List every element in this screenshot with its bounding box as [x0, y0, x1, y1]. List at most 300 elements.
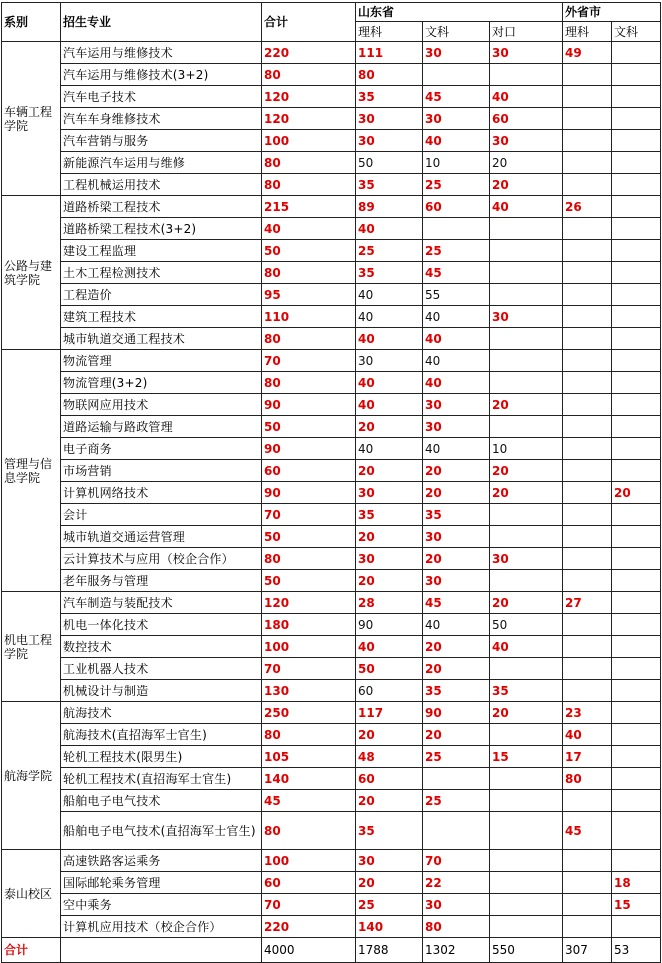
quota-cell: 23	[563, 702, 612, 724]
quota-cell: 50	[262, 526, 356, 548]
quota-cell: 80	[423, 916, 490, 938]
quota-cell: 17	[563, 746, 612, 768]
quota-cell	[612, 548, 661, 570]
quota-cell: 30	[490, 42, 563, 64]
quota-cell: 90	[262, 394, 356, 416]
major-name: 轮机工程技术(直招海军士官生)	[61, 768, 262, 790]
quota-cell	[490, 372, 563, 394]
totals-value: 4000	[262, 938, 356, 963]
quota-cell: 28	[356, 592, 423, 614]
table-row	[2, 658, 661, 680]
quota-cell: 50	[356, 152, 423, 174]
quota-cell	[612, 460, 661, 482]
table-row	[2, 108, 661, 130]
quota-cell: 30	[423, 416, 490, 438]
quota-cell: 30	[356, 548, 423, 570]
quota-cell	[563, 240, 612, 262]
major-name: 土木工程检测技术	[61, 262, 262, 284]
quota-cell: 50	[490, 614, 563, 636]
major-name: 物流管理	[61, 350, 262, 372]
totals-value: 307	[563, 938, 612, 963]
quota-cell	[612, 372, 661, 394]
table-row	[2, 812, 661, 850]
quota-cell	[563, 262, 612, 284]
quota-cell	[490, 894, 563, 916]
quota-cell: 40	[356, 328, 423, 350]
header-shandong-like: 理科	[356, 22, 423, 42]
quota-cell: 30	[356, 350, 423, 372]
table-row	[2, 526, 661, 548]
major-name: 道路桥梁工程技术(3+2)	[61, 218, 262, 240]
table-row	[2, 570, 661, 592]
quota-cell: 60	[356, 768, 423, 790]
quota-cell: 27	[563, 592, 612, 614]
table-row	[2, 636, 661, 658]
quota-cell: 40	[356, 372, 423, 394]
table-row	[2, 328, 661, 350]
quota-cell: 25	[423, 746, 490, 768]
totals-blank	[61, 938, 262, 963]
quota-cell: 60	[423, 196, 490, 218]
quota-cell	[490, 218, 563, 240]
major-name: 机械设计与制造	[61, 680, 262, 702]
quota-cell: 35	[356, 86, 423, 108]
quota-cell	[490, 262, 563, 284]
quota-cell	[490, 658, 563, 680]
quota-cell: 80	[563, 768, 612, 790]
header-major: 招生专业	[61, 3, 262, 42]
quota-cell	[490, 350, 563, 372]
quota-cell: 30	[423, 108, 490, 130]
quota-cell: 80	[262, 724, 356, 746]
quota-cell: 15	[612, 894, 661, 916]
major-name: 数控技术	[61, 636, 262, 658]
quota-cell	[612, 350, 661, 372]
quota-cell: 10	[423, 152, 490, 174]
quota-cell	[490, 570, 563, 592]
quota-cell: 20	[423, 724, 490, 746]
quota-cell	[563, 482, 612, 504]
major-name: 会计	[61, 504, 262, 526]
department-name: 机电工程学院	[2, 592, 61, 702]
quota-cell	[563, 894, 612, 916]
quota-cell	[612, 416, 661, 438]
major-name: 汽车营销与服务	[61, 130, 262, 152]
department-name: 管理与信息学院	[2, 350, 61, 592]
header-other-provinces: 外省市	[563, 3, 661, 22]
quota-cell	[612, 108, 661, 130]
quota-cell: 90	[356, 614, 423, 636]
quota-cell: 40	[423, 350, 490, 372]
quota-cell: 20	[356, 460, 423, 482]
quota-cell: 30	[356, 108, 423, 130]
quota-cell: 30	[490, 306, 563, 328]
quota-cell: 35	[423, 680, 490, 702]
major-name: 电子商务	[61, 438, 262, 460]
quota-cell: 40	[423, 438, 490, 460]
major-name: 汽车运用与维修技术	[61, 42, 262, 64]
quota-cell: 10	[490, 438, 563, 460]
quota-cell	[612, 42, 661, 64]
table-row	[2, 702, 661, 724]
quota-cell	[563, 306, 612, 328]
quota-cell: 30	[423, 394, 490, 416]
table-row	[2, 790, 661, 812]
quota-cell: 110	[262, 306, 356, 328]
quota-cell	[563, 570, 612, 592]
quota-cell: 25	[423, 240, 490, 262]
quota-cell	[563, 152, 612, 174]
header-shandong: 山东省	[356, 3, 563, 22]
quota-cell: 35	[356, 174, 423, 196]
quota-cell: 89	[356, 196, 423, 218]
quota-cell: 80	[262, 64, 356, 86]
quota-cell: 40	[423, 328, 490, 350]
table-row	[2, 416, 661, 438]
quota-cell	[612, 850, 661, 872]
totals-value: 550	[490, 938, 563, 963]
table-row	[2, 174, 661, 196]
table-row	[2, 196, 661, 218]
table-row	[2, 284, 661, 306]
quota-cell: 70	[262, 504, 356, 526]
quota-cell: 80	[262, 812, 356, 850]
totals-value: 53	[612, 938, 661, 963]
quota-cell: 30	[423, 526, 490, 548]
quota-cell: 120	[262, 592, 356, 614]
quota-cell	[563, 636, 612, 658]
quota-cell	[490, 916, 563, 938]
quota-cell: 20	[423, 548, 490, 570]
quota-cell: 60	[262, 460, 356, 482]
quota-cell: 30	[356, 850, 423, 872]
quota-cell	[563, 328, 612, 350]
quota-cell: 20	[423, 636, 490, 658]
major-name: 汽车制造与装配技术	[61, 592, 262, 614]
quota-cell: 20	[490, 482, 563, 504]
quota-cell	[612, 240, 661, 262]
quota-cell: 140	[262, 768, 356, 790]
enrollment-table	[1, 2, 661, 963]
quota-cell	[490, 872, 563, 894]
quota-cell	[612, 86, 661, 108]
quota-cell	[563, 614, 612, 636]
quota-cell	[490, 526, 563, 548]
quota-cell	[490, 240, 563, 262]
quota-cell: 40	[423, 614, 490, 636]
quota-cell: 100	[262, 130, 356, 152]
quota-cell	[563, 86, 612, 108]
quota-cell	[563, 284, 612, 306]
quota-cell	[490, 850, 563, 872]
quota-cell	[563, 526, 612, 548]
quota-cell	[423, 768, 490, 790]
quota-cell: 120	[262, 86, 356, 108]
quota-cell: 25	[423, 790, 490, 812]
quota-cell: 50	[262, 570, 356, 592]
table-row	[2, 916, 661, 938]
quota-cell: 35	[423, 504, 490, 526]
quota-cell	[612, 196, 661, 218]
quota-cell	[612, 790, 661, 812]
quota-cell: 20	[423, 460, 490, 482]
table-row	[2, 894, 661, 916]
header-total: 合计	[262, 3, 356, 42]
quota-cell: 50	[356, 658, 423, 680]
major-name: 道路桥梁工程技术	[61, 196, 262, 218]
quota-cell	[612, 504, 661, 526]
quota-cell	[612, 812, 661, 850]
quota-cell: 180	[262, 614, 356, 636]
totals-value: 1788	[356, 938, 423, 963]
quota-cell: 40	[423, 130, 490, 152]
major-name: 航海技术(直招海军士官生)	[61, 724, 262, 746]
major-name: 轮机工程技术(限男生)	[61, 746, 262, 768]
quota-cell: 40	[356, 306, 423, 328]
department-name: 公路与建筑学院	[2, 196, 61, 350]
quota-cell	[490, 504, 563, 526]
quota-cell: 30	[356, 482, 423, 504]
quota-cell: 90	[262, 482, 356, 504]
table-row	[2, 262, 661, 284]
table-row	[2, 724, 661, 746]
quota-cell: 30	[423, 894, 490, 916]
quota-cell: 70	[262, 658, 356, 680]
quota-cell: 70	[262, 350, 356, 372]
major-name: 市场营销	[61, 460, 262, 482]
quota-cell	[490, 812, 563, 850]
quota-cell: 105	[262, 746, 356, 768]
quota-cell	[612, 262, 661, 284]
quota-cell: 25	[356, 240, 423, 262]
quota-cell: 35	[356, 504, 423, 526]
quota-cell: 80	[356, 64, 423, 86]
table-row	[2, 218, 661, 240]
quota-cell: 40	[356, 218, 423, 240]
quota-cell: 60	[490, 108, 563, 130]
quota-cell	[490, 64, 563, 86]
quota-cell: 40	[490, 196, 563, 218]
quota-cell: 80	[262, 262, 356, 284]
totals-label: 合计	[2, 938, 61, 963]
header-other-wenke: 文科	[612, 22, 661, 42]
quota-cell: 90	[423, 702, 490, 724]
quota-cell: 220	[262, 42, 356, 64]
table-row	[2, 372, 661, 394]
major-name: 城市轨道交通运营管理	[61, 526, 262, 548]
table-row	[2, 872, 661, 894]
quota-cell: 45	[423, 262, 490, 284]
quota-cell: 70	[262, 894, 356, 916]
major-name: 汽车运用与维修技术(3+2)	[61, 64, 262, 86]
quota-cell	[490, 724, 563, 746]
quota-cell	[563, 350, 612, 372]
quota-cell	[612, 702, 661, 724]
quota-cell: 30	[423, 570, 490, 592]
quota-cell	[490, 790, 563, 812]
major-name: 老年服务与管理	[61, 570, 262, 592]
quota-cell	[490, 328, 563, 350]
table-row	[2, 548, 661, 570]
quota-cell: 30	[490, 130, 563, 152]
quota-cell	[612, 614, 661, 636]
table-row	[2, 394, 661, 416]
quota-cell	[563, 460, 612, 482]
major-name: 机电一体化技术	[61, 614, 262, 636]
quota-cell	[563, 174, 612, 196]
quota-cell	[563, 130, 612, 152]
quota-cell: 25	[423, 174, 490, 196]
header-shandong-duikou: 对口	[490, 22, 563, 42]
quota-cell	[612, 724, 661, 746]
major-name: 物流管理(3+2)	[61, 372, 262, 394]
quota-cell	[612, 218, 661, 240]
table-row	[2, 240, 661, 262]
quota-cell: 20	[490, 152, 563, 174]
quota-cell: 45	[563, 812, 612, 850]
table-row	[2, 306, 661, 328]
quota-cell	[490, 284, 563, 306]
quota-cell: 35	[490, 680, 563, 702]
quota-cell	[563, 504, 612, 526]
quota-cell	[612, 438, 661, 460]
quota-cell	[563, 372, 612, 394]
quota-cell	[563, 218, 612, 240]
quota-cell: 40	[356, 394, 423, 416]
quota-cell: 117	[356, 702, 423, 724]
quota-cell	[423, 64, 490, 86]
quota-cell	[612, 284, 661, 306]
header-dept: 系别	[2, 3, 61, 42]
quota-cell: 250	[262, 702, 356, 724]
quota-cell: 130	[262, 680, 356, 702]
table-row	[2, 42, 661, 64]
quota-cell	[612, 916, 661, 938]
quota-cell: 40	[356, 284, 423, 306]
quota-cell: 120	[262, 108, 356, 130]
quota-cell	[612, 526, 661, 548]
quota-cell: 20	[356, 790, 423, 812]
table-row	[2, 350, 661, 372]
major-name: 航海技术	[61, 702, 262, 724]
quota-cell: 215	[262, 196, 356, 218]
quota-cell: 20	[490, 174, 563, 196]
quota-cell	[563, 438, 612, 460]
quota-cell: 70	[423, 850, 490, 872]
major-name: 汽车电子技术	[61, 86, 262, 108]
quota-cell: 60	[356, 680, 423, 702]
quota-cell	[563, 872, 612, 894]
quota-cell: 15	[490, 746, 563, 768]
quota-cell	[563, 680, 612, 702]
quota-cell	[612, 152, 661, 174]
table-row	[2, 438, 661, 460]
quota-cell: 100	[262, 636, 356, 658]
table-row	[2, 850, 661, 872]
quota-cell: 20	[490, 460, 563, 482]
major-name: 高速铁路客运乘务	[61, 850, 262, 872]
quota-cell: 20	[490, 702, 563, 724]
major-name: 工程机械运用技术	[61, 174, 262, 196]
table-row	[2, 504, 661, 526]
quota-cell: 95	[262, 284, 356, 306]
quota-cell: 80	[262, 152, 356, 174]
quota-cell: 40	[490, 636, 563, 658]
quota-cell: 20	[490, 394, 563, 416]
quota-cell	[563, 658, 612, 680]
department-name: 泰山校区	[2, 850, 61, 938]
header-other-like: 理科	[563, 22, 612, 42]
quota-cell: 80	[262, 548, 356, 570]
quota-cell	[612, 130, 661, 152]
quota-cell	[490, 416, 563, 438]
major-name: 云计算技术与应用（校企合作）	[61, 548, 262, 570]
quota-cell: 30	[356, 130, 423, 152]
major-name: 计算机网络技术	[61, 482, 262, 504]
table-row	[2, 614, 661, 636]
major-name: 船舶电子电气技术(直招海军士官生)	[61, 812, 262, 850]
major-name: 新能源汽车运用与维修	[61, 152, 262, 174]
department-name: 航海学院	[2, 702, 61, 850]
quota-cell	[612, 394, 661, 416]
quota-cell	[563, 548, 612, 570]
quota-cell: 220	[262, 916, 356, 938]
quota-cell: 30	[423, 42, 490, 64]
quota-cell	[612, 328, 661, 350]
quota-cell: 40	[356, 438, 423, 460]
quota-cell: 40	[563, 724, 612, 746]
major-name: 建筑工程技术	[61, 306, 262, 328]
department-name: 车辆工程学院	[2, 42, 61, 196]
table-row	[2, 64, 661, 86]
quota-cell: 111	[356, 42, 423, 64]
quota-cell: 40	[423, 306, 490, 328]
quota-cell: 48	[356, 746, 423, 768]
quota-cell	[563, 790, 612, 812]
quota-cell: 26	[563, 196, 612, 218]
quota-cell: 50	[262, 416, 356, 438]
quota-cell	[612, 768, 661, 790]
quota-cell: 80	[262, 174, 356, 196]
major-name: 建设工程监理	[61, 240, 262, 262]
quota-cell: 45	[423, 592, 490, 614]
table-row	[2, 460, 661, 482]
quota-cell	[563, 108, 612, 130]
quota-cell: 45	[262, 790, 356, 812]
quota-cell	[612, 680, 661, 702]
table-row	[2, 152, 661, 174]
quota-cell	[563, 64, 612, 86]
quota-cell: 20	[356, 526, 423, 548]
quota-cell: 35	[356, 262, 423, 284]
table-row	[2, 130, 661, 152]
quota-cell: 30	[490, 548, 563, 570]
table-row	[2, 680, 661, 702]
quota-cell: 80	[262, 328, 356, 350]
quota-cell: 20	[356, 724, 423, 746]
header-shandong-wenke: 文科	[423, 22, 490, 42]
totals-row	[2, 938, 661, 963]
quota-cell	[612, 636, 661, 658]
quota-cell: 55	[423, 284, 490, 306]
major-name: 汽车车身维修技术	[61, 108, 262, 130]
quota-cell	[612, 570, 661, 592]
quota-cell	[563, 916, 612, 938]
major-name: 国际邮轮乘务管理	[61, 872, 262, 894]
quota-cell	[612, 746, 661, 768]
quota-cell: 25	[356, 894, 423, 916]
table-row	[2, 86, 661, 108]
